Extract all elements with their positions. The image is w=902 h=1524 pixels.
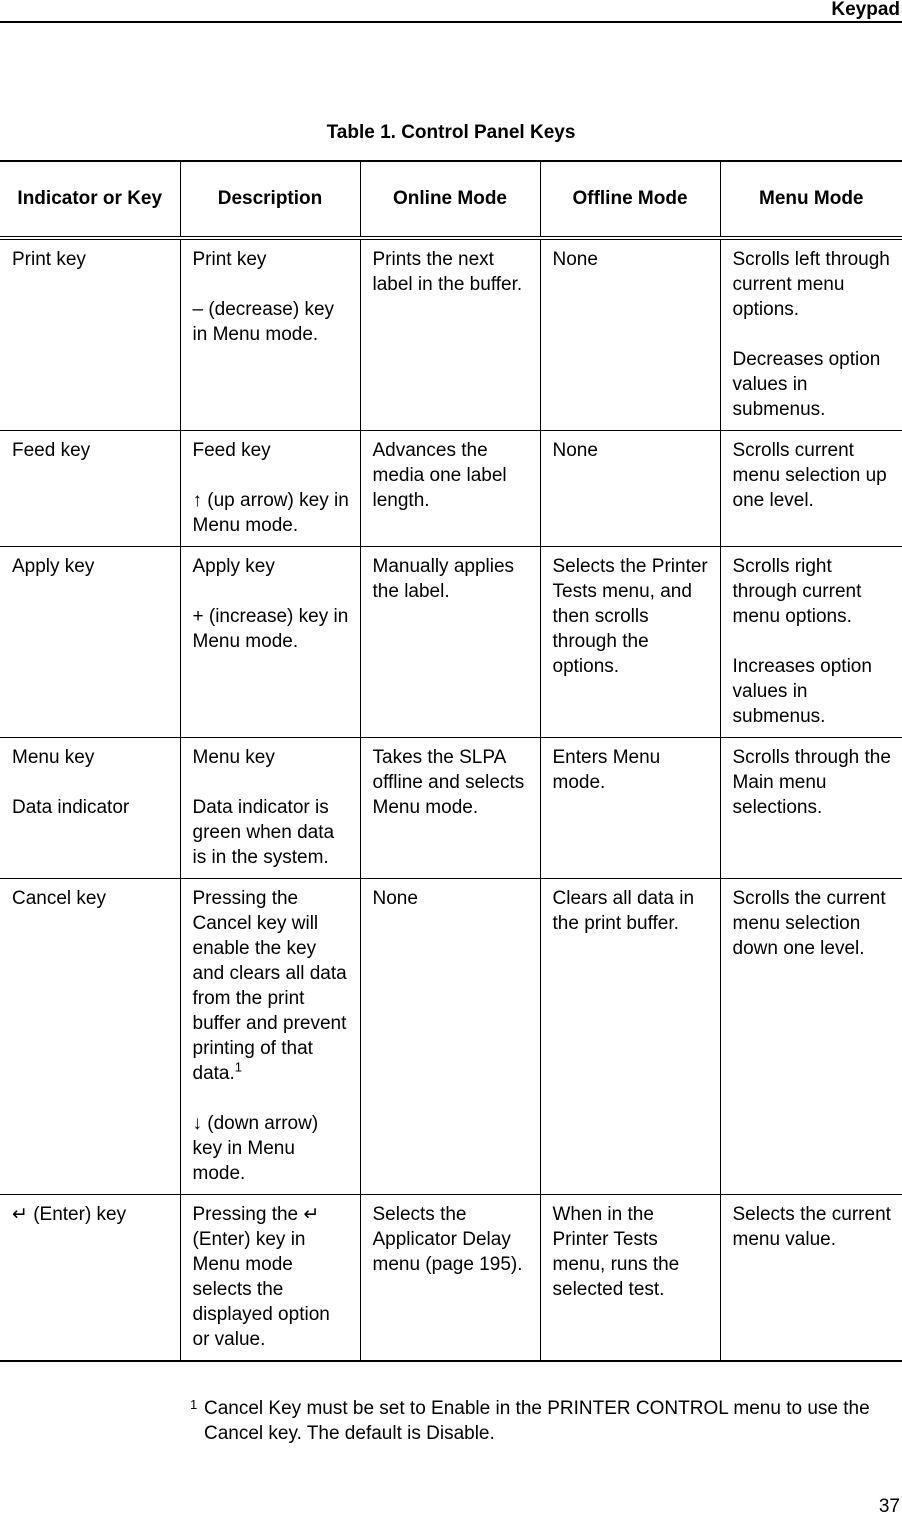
table-row: [0, 238, 902, 431]
page-number: 37: [878, 1496, 900, 1517]
table-body: [0, 238, 902, 1361]
table-row: [0, 1195, 902, 1362]
cell-online-mode: [360, 879, 540, 1195]
cell-online-mode: [360, 547, 540, 738]
cell-menu-mode: [720, 1195, 902, 1362]
description-text: Apply key: [192, 556, 275, 577]
offline-mode-text: When in the Printer Tests menu, runs the selected test.: [552, 1204, 680, 1300]
footnote-mark: 1: [190, 1397, 198, 1412]
online-mode-text: Selects the Applicator Delay menu (page 195).: [372, 1204, 523, 1275]
menu-mode-text: Scrolls left through current menu options.: [732, 249, 890, 320]
offline-mode-text: None: [552, 440, 598, 461]
footnote-reference: 1: [234, 1059, 242, 1075]
cell-offline-mode: [540, 547, 720, 738]
description-text: Menu key: [192, 747, 275, 768]
online-mode-text: Manually applies the label.: [372, 556, 515, 602]
description-text: ↑ (up arrow) key in Menu mode.: [192, 490, 349, 536]
description-text: – (decrease) key in Menu mode.: [192, 299, 335, 345]
key-label: Print key: [12, 249, 86, 270]
cell-key: [0, 879, 180, 1195]
key-label: ↵ (Enter) key: [12, 1204, 127, 1225]
cell-online-mode: [360, 431, 540, 547]
online-mode-text: Advances the media one label length.: [372, 440, 507, 511]
key-label: Data indicator: [12, 797, 130, 818]
table-footnote: [190, 1396, 902, 1446]
cell-menu-mode: [720, 547, 902, 738]
cell-description: [180, 879, 360, 1195]
table-title: Table 1. Control Panel Keys: [326, 122, 576, 143]
cell-description: [180, 431, 360, 547]
cell-offline-mode: [540, 431, 720, 547]
menu-mode-text: Increases option values in submenus.: [732, 656, 872, 727]
cell-offline-mode: [540, 738, 720, 879]
description-text: Data indicator is green when data is in the system.: [192, 797, 335, 868]
running-head: Keypad: [831, 0, 900, 20]
cell-description: [180, 1195, 360, 1362]
description-text: + (increase) key in Menu mode.: [192, 606, 349, 652]
key-label: Apply key: [12, 556, 95, 577]
cell-online-mode: [360, 738, 540, 879]
header-rule: [0, 21, 902, 23]
cell-online-mode: [360, 1195, 540, 1362]
menu-mode-text: Scrolls right through current menu options.: [732, 556, 862, 627]
column-header-description: Description: [180, 161, 360, 238]
table-row: [0, 879, 902, 1195]
description-text: Print key: [192, 249, 267, 270]
table-row: [0, 431, 902, 547]
cell-offline-mode: [540, 238, 720, 431]
cell-description: [180, 738, 360, 879]
table-row: [0, 738, 902, 879]
key-label: Feed key: [12, 440, 91, 461]
online-mode-text: Prints the next label in the buffer.: [372, 249, 523, 295]
key-label: Cancel key: [12, 888, 106, 909]
online-mode-text: None: [372, 888, 418, 909]
column-header-offline-mode: Offline Mode: [540, 161, 720, 238]
menu-mode-text: Selects the current menu value.: [732, 1204, 891, 1250]
description-text-body: Pressing the Cancel key will enable the key and clears all data from the print buffer and prevent printing of that data.: [192, 888, 347, 1084]
control-panel-keys-table-wrapper: [0, 160, 902, 1362]
online-mode-text: Takes the SLPA offline and selects Menu mode.: [372, 747, 525, 818]
cell-key: [0, 547, 180, 738]
table-header: [0, 161, 902, 238]
cell-description: [180, 547, 360, 738]
cell-menu-mode: [720, 431, 902, 547]
cell-key: [0, 431, 180, 547]
menu-mode-text: Scrolls current menu selection up one level.: [732, 440, 887, 511]
description-text: ↓ (down arrow) key in Menu mode.: [192, 1113, 319, 1184]
column-header-menu-mode: Menu Mode: [720, 161, 902, 238]
offline-mode-text: Clears all data in the print buffer.: [552, 888, 695, 934]
offline-mode-text: Selects the Printer Tests menu, and then scrolls through the options.: [552, 556, 708, 677]
cell-key: [0, 1195, 180, 1362]
offline-mode-text: None: [552, 249, 598, 270]
menu-mode-text: Scrolls through the Main menu selections.: [732, 747, 891, 818]
cell-offline-mode: [540, 1195, 720, 1362]
footnote-text: Cancel Key must be set to Enable in the PRINTER CONTROL menu to use the Cancel key. The default is Disable.: [204, 1398, 870, 1444]
control-panel-keys-table: [0, 160, 902, 1362]
cell-key: [0, 238, 180, 431]
column-header-online-mode: Online Mode: [360, 161, 540, 238]
header-row: [0, 161, 902, 238]
cell-menu-mode: [720, 738, 902, 879]
description-text: [193, 886, 350, 1086]
description-text: Feed key: [192, 440, 271, 461]
cell-key: [0, 738, 180, 879]
menu-mode-text: Decreases option values in submenus.: [732, 349, 881, 420]
cell-online-mode: [360, 238, 540, 431]
cell-description: [180, 238, 360, 431]
offline-mode-text: Enters Menu mode.: [552, 747, 661, 793]
cell-menu-mode: [720, 879, 902, 1195]
menu-mode-text: Scrolls the current menu selection down one level.: [732, 888, 886, 959]
description-text: Pressing the ↵ (Enter) key in Menu mode selects the displayed option or value.: [192, 1204, 330, 1350]
cell-offline-mode: [540, 879, 720, 1195]
key-label: Menu key: [12, 747, 95, 768]
column-header-indicator-or-key: Indicator or Key: [0, 161, 180, 238]
table-row: [0, 547, 902, 738]
cell-menu-mode: [720, 238, 902, 431]
